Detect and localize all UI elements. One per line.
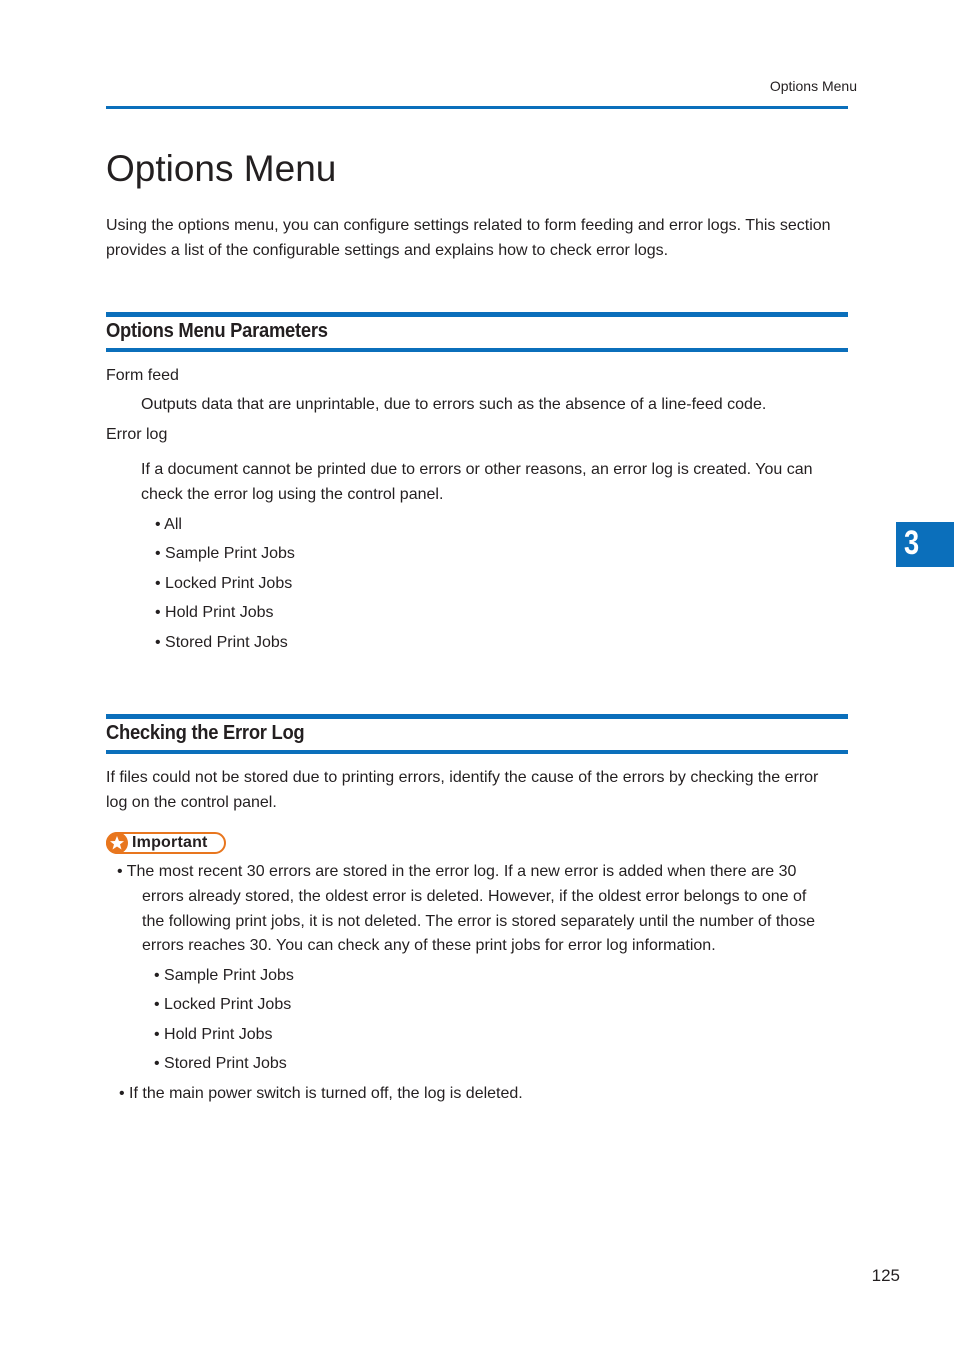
- term-error-log: Error log: [106, 426, 168, 443]
- chapter-number: 3: [904, 524, 920, 562]
- desc-form-feed: Outputs data that are unprintable, due to errors such as the absence of a line-feed code.: [141, 396, 767, 413]
- desc-error-log-line-2: check the error log using the control panel.: [141, 486, 444, 503]
- desc-error-log-line-1: If a document cannot be printed due to errors or other reasons, an error log is created. You can: [141, 461, 813, 478]
- important-bullet-1-line-2: errors already stored, the oldest error is deleted. However, if the oldest error belongs to one of: [142, 888, 807, 905]
- intro-line-2: provides a list of the configurable settings and explains how to check error logs.: [106, 242, 669, 259]
- running-header: Options Menu: [769, 78, 857, 94]
- section-title: Checking the Error Log: [106, 722, 305, 744]
- section-title: Options Menu Parameters: [106, 320, 328, 342]
- list-item: • Stored Print Jobs: [155, 634, 288, 651]
- header-rule: [106, 106, 848, 109]
- list-item: • Stored Print Jobs: [154, 1055, 287, 1072]
- check-intro-line-1: If files could not be stored due to printing errors, identify the cause of the errors by checking the error: [106, 769, 819, 786]
- list-item: • Sample Print Jobs: [155, 545, 295, 562]
- list-item: • Locked Print Jobs: [154, 996, 292, 1013]
- list-item: • Hold Print Jobs: [155, 604, 274, 621]
- list-item: • Locked Print Jobs: [155, 575, 293, 592]
- section-heading-checking-error-log: [106, 714, 848, 754]
- important-badge: [106, 832, 226, 854]
- list-item: • All: [155, 516, 182, 533]
- page-title: Options Menu: [106, 148, 337, 189]
- important-bullet-1-line-3: the following print jobs, it is not deleted. The error is stored separately until the number of those: [142, 913, 815, 930]
- term-form-feed: Form feed: [106, 367, 179, 384]
- important-bullet-1-line-4: errors reaches 30. You can check any of these print jobs for error log information.: [142, 937, 716, 954]
- page-number: 125: [871, 1266, 900, 1285]
- chapter-tab: [896, 522, 954, 567]
- important-bullet-1-line-1: • The most recent 30 errors are stored in the error log. If a new error is added when there are 30: [117, 863, 797, 880]
- important-label: Important: [132, 834, 208, 851]
- check-intro-line-2: log on the control panel.: [106, 794, 277, 811]
- list-item: • Hold Print Jobs: [154, 1026, 273, 1043]
- star-icon: [106, 832, 128, 854]
- important-bullet-2: • If the main power switch is turned off, the log is deleted.: [119, 1085, 523, 1102]
- intro-line-1: Using the options menu, you can configure settings related to form feeding and error logs. This section: [106, 217, 831, 234]
- section-heading-options-menu-parameters: [106, 312, 848, 352]
- list-item: • Sample Print Jobs: [154, 967, 294, 984]
